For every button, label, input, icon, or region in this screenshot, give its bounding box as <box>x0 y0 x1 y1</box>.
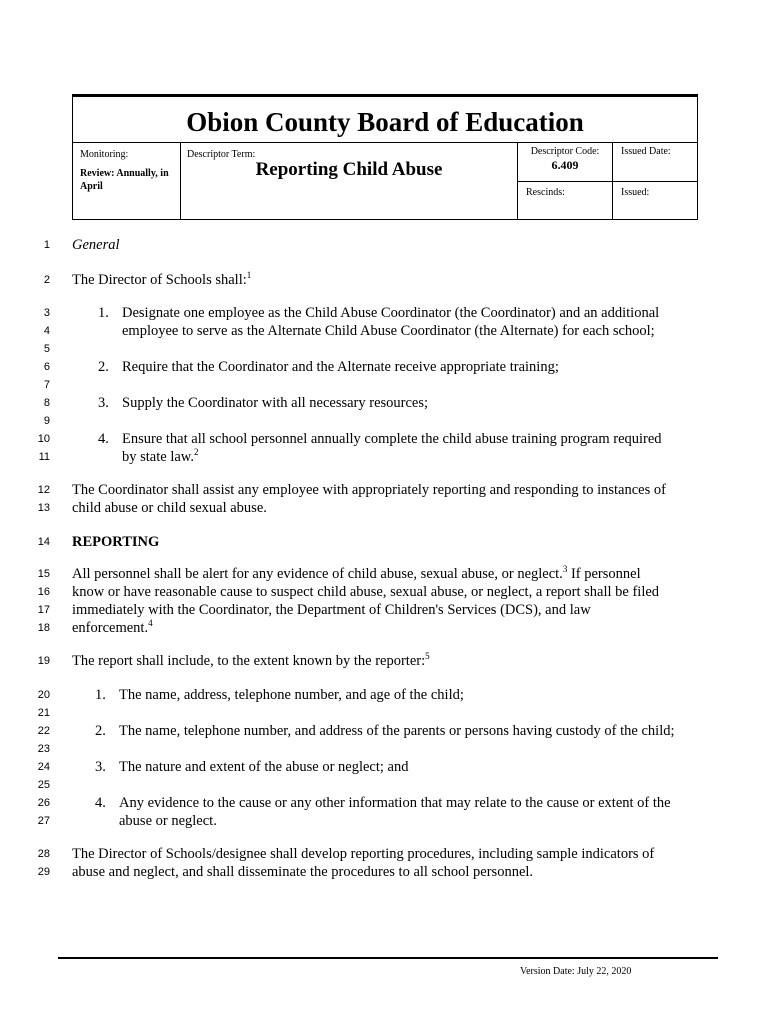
footnote-ref: 4 <box>148 618 153 628</box>
section-heading-general: General <box>72 237 120 253</box>
line-number: 29 <box>37 866 50 878</box>
line-number: 10 <box>37 433 50 445</box>
line-number: 1 <box>43 239 50 251</box>
monitoring-value: Review: Annually, in April <box>80 168 169 192</box>
issued-date-label: Issued Date: <box>621 146 671 157</box>
list-item-text <box>119 794 671 830</box>
list-item-text <box>122 304 659 340</box>
list-item-number: 1. <box>95 687 106 703</box>
line-number: 14 <box>37 536 50 548</box>
paragraph-line: enforcement. <box>72 620 149 636</box>
line-number: 16 <box>37 586 50 598</box>
report-include <box>72 652 702 670</box>
line-number: 6 <box>43 361 50 373</box>
line-number: 24 <box>37 761 50 773</box>
descriptor-code-label: Descriptor Code: <box>530 146 600 157</box>
descriptor-code-cell <box>518 143 613 219</box>
list-item-number: 2. <box>98 359 109 375</box>
descriptor-term-label: Descriptor Term: <box>187 149 256 160</box>
line-number: 28 <box>37 848 50 860</box>
list-item-line: employee to serve as the Alternate Child Abuse Coordinator (the Alternate) for each school; <box>122 323 655 339</box>
paragraph-line: child abuse or child sexual abuse. <box>72 500 267 516</box>
list-item-line: Require that the Coordinator and the Alternate receive appropriate training; <box>122 359 559 375</box>
line-number: 2 <box>43 274 50 286</box>
line-number: 20 <box>37 689 50 701</box>
line-number: 9 <box>43 415 50 427</box>
line-number: 23 <box>37 743 50 755</box>
list-item-line: Any evidence to the cause or any other information that may relate to the cause or extent of the <box>119 795 671 811</box>
list-item-line: The name, address, telephone number, and age of the child; <box>119 687 464 703</box>
policy-header-table <box>72 94 698 220</box>
cell-divider <box>613 181 697 182</box>
version-date: Version Date: July 22, 2020 <box>520 966 632 977</box>
line-number: 5 <box>43 343 50 355</box>
director-intro <box>72 271 702 289</box>
line-number: 8 <box>43 397 50 409</box>
line-number: 19 <box>37 655 50 667</box>
list-item-number: 1. <box>98 305 109 321</box>
line-number: 18 <box>37 622 50 634</box>
paragraph-line: All personnel shall be alert for any evidence of child abuse, sexual abuse, or neglect. <box>72 566 563 582</box>
header-row <box>73 142 697 219</box>
list-item-number: 4. <box>95 795 106 811</box>
line-number: 27 <box>37 815 50 827</box>
line-number: 15 <box>37 568 50 580</box>
paragraph-line: If personnel <box>567 566 641 582</box>
final-paragraph <box>72 845 702 881</box>
paragraph-line: abuse and neglect, and shall disseminate the procedures to all school personnel. <box>72 864 534 880</box>
paragraph-line: The Coordinator shall assist any employee with appropriately reporting and responding to instances of <box>72 482 666 498</box>
line-number: 13 <box>37 502 50 514</box>
line-number: 7 <box>43 379 50 391</box>
report-include-text: The report shall include, to the extent known by the reporter: <box>72 653 426 669</box>
footnote-ref: 5 <box>425 651 430 661</box>
policy-title: Reporting Child Abuse <box>255 159 443 180</box>
reporting-paragraph <box>72 565 702 637</box>
cell-divider <box>518 181 612 182</box>
list-item-number: 3. <box>98 395 109 411</box>
line-number: 25 <box>37 779 50 791</box>
line-number: 21 <box>37 707 50 719</box>
coordinator-paragraph <box>72 481 702 517</box>
descriptor-code: 6.409 <box>551 158 579 172</box>
paragraph-line: immediately with the Coordinator, the Department of Children's Services (DCS), and law <box>72 602 591 618</box>
list-item-line: abuse or neglect. <box>119 813 217 829</box>
list-item-text <box>122 430 662 466</box>
issued-label: Issued: <box>621 187 650 198</box>
footnote-ref: 3 <box>562 564 568 574</box>
monitoring-cell <box>73 143 181 219</box>
line-number: 22 <box>37 725 50 737</box>
line-number: 3 <box>43 307 50 319</box>
issued-date-cell <box>613 143 697 219</box>
line-number: 12 <box>37 484 50 496</box>
line-number: 17 <box>37 604 50 616</box>
list-item-line: by state law. <box>122 449 194 465</box>
descriptor-term-cell <box>181 143 518 219</box>
rescinds-label: Rescinds: <box>526 187 565 198</box>
list-item-line: Designate one employee as the Child Abuse Coordinator (the Coordinator) and an additional <box>122 305 660 321</box>
paragraph-line: know or have reasonable cause to suspect child abuse, sexual abuse, or neglect, a report shall be filed <box>72 584 660 600</box>
org-title: Obion County Board of Education <box>186 107 584 137</box>
list-item-line-wrap <box>122 448 662 466</box>
director-intro-text: The Director of Schools shall: <box>72 272 247 288</box>
monitoring-label: Monitoring: <box>80 149 129 160</box>
paragraph-line: The Director of Schools/designee shall develop reporting procedures, including sample indicators of <box>72 846 655 862</box>
paragraph-line-wrap <box>72 619 702 637</box>
list-item-line: Ensure that all school personnel annually complete the child abuse training program required <box>122 431 662 447</box>
line-number: 11 <box>38 451 50 463</box>
footer-divider <box>58 957 718 959</box>
list-item-number: 4. <box>98 431 109 447</box>
list-item-line: The nature and extent of the abuse or neglect; and <box>119 759 409 775</box>
section-heading-reporting: REPORTING <box>72 534 160 550</box>
list-item-line: The name, telephone number, and address of the parents or persons having custody of the child; <box>119 723 675 739</box>
paragraph-line-wrap <box>72 565 702 583</box>
list-item-number: 3. <box>95 759 106 775</box>
footnote-ref: 2 <box>193 447 199 457</box>
list-item-number: 2. <box>95 723 106 739</box>
footnote-ref: 1 <box>246 270 252 280</box>
list-item-line: Supply the Coordinator with all necessary resources; <box>122 395 429 411</box>
line-number: 26 <box>37 797 50 809</box>
line-number: 4 <box>43 325 50 337</box>
